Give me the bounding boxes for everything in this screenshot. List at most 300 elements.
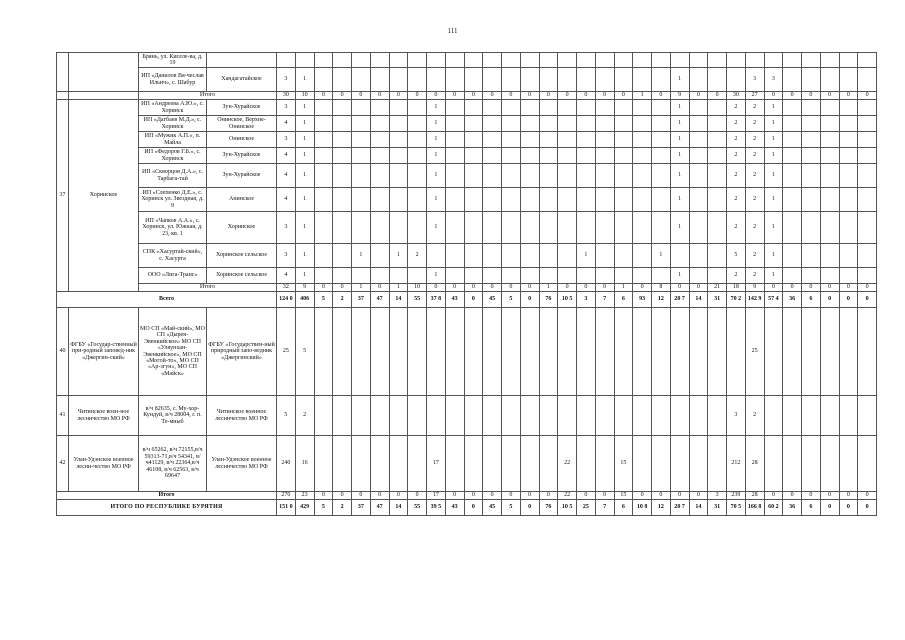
table-cell [370,116,389,132]
table-cell [633,188,652,212]
table-cell: 3 [745,68,764,92]
table-cell [520,268,539,284]
table-cell [314,212,333,244]
table-cell [445,100,464,116]
table-cell [783,188,802,212]
table-cell: 0 [577,92,596,100]
table-cell: 3 [277,68,296,92]
table-cell [502,53,521,68]
table-cell [633,132,652,148]
table-cell: Итого [139,284,277,292]
table-cell [839,148,858,164]
table-cell: 1 [670,268,689,284]
table-cell: 2 [333,292,352,308]
table-cell: 10 5 [558,292,577,308]
table-cell: Улан-Удэнское военное лесни-чество МО РФ [69,436,139,492]
table-cell: 76 [539,292,558,308]
table-cell: 2 [727,212,746,244]
table-cell [539,268,558,284]
table-cell [408,188,427,212]
table-cell [408,308,427,396]
table-cell: 8 [652,284,671,292]
table-cell: 2 [745,188,764,212]
table-cell [820,308,839,396]
table-cell [445,68,464,92]
table-cell: 2 [745,100,764,116]
table-cell [389,268,408,284]
table-cell [502,148,521,164]
table-cell [595,53,614,68]
table-cell: ИТОГО ПО РЕСПУБЛИКЕ БУРЯТИЯ [57,500,277,516]
table-cell: 0 [427,284,446,292]
table-cell [464,100,483,116]
table-cell [727,68,746,92]
table-cell [464,53,483,68]
table-cell [858,308,877,396]
table-cell: 1 [670,116,689,132]
table-cell [408,148,427,164]
table-cell: 0 [502,492,521,500]
table-cell [708,308,727,396]
table-cell [558,164,577,188]
table-cell: 20 7 [670,292,689,308]
table-cell: 2 [727,148,746,164]
table-cell [558,68,577,92]
table-cell [408,68,427,92]
table-cell [539,188,558,212]
table-cell [783,164,802,188]
table-cell [820,53,839,68]
table-cell: 1 [427,268,446,284]
table-cell: 0 [445,284,464,292]
table-cell [764,436,783,492]
table-cell [652,116,671,132]
table-cell [839,268,858,284]
table-cell: 47 [370,292,389,308]
table-cell: 32 [277,284,296,292]
table-cell [670,308,689,396]
table-cell [370,68,389,92]
table-cell [689,68,708,92]
table-cell [558,188,577,212]
table-cell [802,244,821,268]
table-cell: 3 [277,100,296,116]
table-cell [689,116,708,132]
table-cell [820,188,839,212]
table-cell: 1 [427,132,446,148]
table-cell: 1 [295,212,314,244]
table-cell [670,436,689,492]
table-cell [483,244,502,268]
table-row [57,53,877,68]
table-cell [520,132,539,148]
table-cell [445,132,464,148]
table-cell: Хоринское сельское [207,244,277,268]
table-cell: 0 [858,500,877,516]
table-cell: 2 [745,244,764,268]
table-cell: 5 [277,396,296,436]
table-cell: 1 [764,188,783,212]
table-cell [614,268,633,284]
table-cell [445,53,464,68]
table-cell [520,116,539,132]
table-cell: 17 [427,436,446,492]
table-cell [820,132,839,148]
table-cell: 0 [783,92,802,100]
table-cell: 0 [764,492,783,500]
table-cell: 36 [783,292,802,308]
table-cell [445,268,464,284]
table-cell: 0 [464,92,483,100]
table-cell [314,116,333,132]
table-cell [839,116,858,132]
table-cell [520,68,539,92]
table-cell [783,116,802,132]
table-cell [520,308,539,396]
table-cell [802,68,821,92]
table-cell: 0 [483,492,502,500]
table-cell [558,100,577,116]
table-cell: 10 8 [633,500,652,516]
table-cell [727,53,746,68]
table-cell [464,148,483,164]
table-cell [427,53,446,68]
table-row [57,308,877,396]
table-cell: 7 [595,292,614,308]
table-cell [614,308,633,396]
table-cell [670,53,689,68]
table-cell: 25 [745,308,764,396]
table-cell [502,132,521,148]
table-cell: 0 [352,492,371,500]
table-cell: 3 [277,212,296,244]
table-cell [614,396,633,436]
table-cell [802,164,821,188]
table-cell [689,164,708,188]
table-cell: 0 [820,92,839,100]
table-cell [314,188,333,212]
table-cell: ИП «Слепенко Д.Е.», с. Хоринск ул. Звездная, д. 9 [139,188,207,212]
table-cell: 2 [727,188,746,212]
table-cell: 0 [314,492,333,500]
table-cell: 0 [333,284,352,292]
table-cell: Улан-Удэнское военное лесничество МО РФ [207,436,277,492]
table-cell [764,53,783,68]
table-cell [445,396,464,436]
table-cell [502,212,521,244]
table-cell [614,116,633,132]
table-cell [539,308,558,396]
table-cell [689,244,708,268]
table-cell [558,244,577,268]
table-cell: 93 [633,292,652,308]
table-cell: 0 [595,284,614,292]
table-cell: 2 [727,100,746,116]
table-cell: 60 2 [764,500,783,516]
table-cell: 12 [652,500,671,516]
table-row [57,396,877,436]
table-cell [539,212,558,244]
table-cell [689,148,708,164]
table-cell [708,100,727,116]
table-cell [633,268,652,284]
table-cell: 0 [858,92,877,100]
table-cell: ИП «Федоров Г.Б.», с. Хоринск [139,148,207,164]
table-cell: 5 [502,292,521,308]
table-cell [745,53,764,68]
table-cell [858,116,877,132]
table-cell [839,68,858,92]
table-cell: 37 [57,100,69,292]
table-cell [539,148,558,164]
table-cell [502,396,521,436]
table-cell: 0 [333,492,352,500]
table-cell [408,396,427,436]
table-cell [614,188,633,212]
table-cell [464,212,483,244]
table-row [57,284,877,292]
table-cell [483,148,502,164]
table-cell: 1 [295,244,314,268]
table-cell: 0 [333,92,352,100]
table-cell: 4 [277,188,296,212]
table-cell [764,308,783,396]
table-cell [370,188,389,212]
table-cell [577,116,596,132]
table-cell: 70 2 [727,292,746,308]
table-cell [483,53,502,68]
table-cell: 1 [652,244,671,268]
table-cell [652,53,671,68]
table-cell: 0 [764,284,783,292]
table-cell: в/ч 82635, с. Му-хор-Кундуй, в/ч 28004, г. п. Те-мныб [139,396,207,436]
table-cell [783,132,802,148]
table-cell [839,100,858,116]
table-cell [802,436,821,492]
table-cell: 1 [764,148,783,164]
table-cell [370,268,389,284]
table-cell: 37 [352,292,371,308]
table-cell [595,68,614,92]
table-cell: 1 [295,116,314,132]
table-cell: 0 [389,92,408,100]
table-cell [333,244,352,268]
table-cell: 1 [670,212,689,244]
table-cell: 18 [727,284,746,292]
table-cell [352,212,371,244]
table-cell [689,53,708,68]
table-cell: 14 [389,500,408,516]
table-cell [839,164,858,188]
table-cell: 0 [464,500,483,516]
table-cell: 76 [539,500,558,516]
table-cell: 1 [295,188,314,212]
table-cell [370,148,389,164]
table-cell [370,212,389,244]
table-cell: 0 [520,500,539,516]
table-cell: Зун-Хурайское [207,148,277,164]
table-cell: 0 [614,92,633,100]
table-cell [370,436,389,492]
table-cell [652,68,671,92]
table-cell [858,268,877,284]
table-cell: 2 [745,116,764,132]
table-cell: 0 [502,92,521,100]
table-cell [408,100,427,116]
table-cell: 2 [408,244,427,268]
table-cell: ИП «Данилов Вя-чеслав Ильич», с. Шабур [139,68,207,92]
table-cell: 1 [764,116,783,132]
table-cell: 1 [427,164,446,188]
table-cell [689,212,708,244]
table-cell [802,100,821,116]
table-cell: 5 [727,244,746,268]
table-cell [614,100,633,116]
table-cell [464,116,483,132]
table-cell: 0 [427,92,446,100]
table-cell [558,148,577,164]
table-cell: 0 [483,284,502,292]
table-cell: 1 [427,100,446,116]
table-cell: 0 [802,284,821,292]
table-cell [614,132,633,148]
table-cell [427,68,446,92]
table-cell: 0 [314,284,333,292]
table-cell: 142 9 [745,292,764,308]
table-cell: 21 [708,284,727,292]
table-cell: 41 [57,396,69,436]
table-cell: 25 [577,500,596,516]
table-cell: 23 [295,492,314,500]
table-row [57,188,877,212]
table-cell [858,188,877,212]
table-cell [839,396,858,436]
table-cell [558,308,577,396]
table-cell [389,436,408,492]
table-cell [314,53,333,68]
table-cell [427,244,446,268]
table-cell: 30 [727,92,746,100]
table-cell: 45 [483,292,502,308]
table-cell: 0 [370,284,389,292]
table-cell: Зун-Хурайское [207,164,277,188]
table-cell: ИП «Мужик А.П.», п. Майла [139,132,207,148]
table-cell [408,164,427,188]
table-cell [352,268,371,284]
table-cell: 0 [670,492,689,500]
table-cell [502,436,521,492]
table-row [57,492,877,500]
table-cell: 37 8 [427,292,446,308]
table-cell: 2 [727,268,746,284]
table-cell: 0 [858,292,877,308]
table-cell: 42 [57,436,69,492]
table-cell [520,164,539,188]
table-cell [839,436,858,492]
table-cell [427,308,446,396]
table-cell [314,148,333,164]
table-cell [595,268,614,284]
table-cell: 2 [295,396,314,436]
table-cell [802,116,821,132]
table-cell [502,164,521,188]
table-cell: Хоринское [207,212,277,244]
table-cell [389,308,408,396]
table-cell [445,308,464,396]
table-cell [370,164,389,188]
table-cell [595,244,614,268]
table-cell [614,212,633,244]
table-cell [483,436,502,492]
table-cell: 4 [277,116,296,132]
table-cell [820,164,839,188]
table-cell [820,68,839,92]
table-cell: 2 [745,396,764,436]
table-cell: 12 [652,292,671,308]
table-cell [352,148,371,164]
table-cell: 28 [745,492,764,500]
table-cell [520,148,539,164]
table-cell [520,53,539,68]
table-cell [427,396,446,436]
table-cell [802,396,821,436]
table-cell: 1 [614,284,633,292]
table-cell [483,132,502,148]
table-cell: СПК «Хасуртай-ский», с. Хасурта [139,244,207,268]
table-cell [802,188,821,212]
table-cell [389,212,408,244]
table-cell: 0 [408,492,427,500]
table-cell: 70 5 [727,500,746,516]
table-cell [708,396,727,436]
table-cell: 6 [802,500,821,516]
table-cell [858,100,877,116]
table-row [57,148,877,164]
table-cell: 1 [764,132,783,148]
table-cell: МО СП «Май-ский», МО СП «Дырен-Эвенкийское» МО СП «Уляунхан-Эвенкийское», МО СП «Могой-то», МО СП «Ар-згун», МО СП «Майск» [139,308,207,396]
table-cell [858,212,877,244]
table-cell [652,308,671,396]
table-cell: 1 [764,212,783,244]
table-cell [783,100,802,116]
table-row [57,100,877,116]
table-cell [389,148,408,164]
table-cell [802,308,821,396]
table-cell [207,53,277,68]
table-cell [445,244,464,268]
table-cell [558,53,577,68]
table-cell [483,308,502,396]
table-cell [314,100,333,116]
table-cell [858,132,877,148]
table-cell: 0 [783,492,802,500]
table-cell [314,268,333,284]
table-cell [652,164,671,188]
table-cell [802,212,821,244]
table-cell [352,308,371,396]
table-row [57,436,877,492]
table-cell [333,148,352,164]
table-cell: 0 [539,92,558,100]
table-cell [689,188,708,212]
table-cell [333,164,352,188]
table-cell: 1 [633,92,652,100]
table-cell: 0 [858,284,877,292]
table-row [57,212,877,244]
table-cell [352,116,371,132]
table-cell [708,116,727,132]
table-cell: 3 [727,396,746,436]
